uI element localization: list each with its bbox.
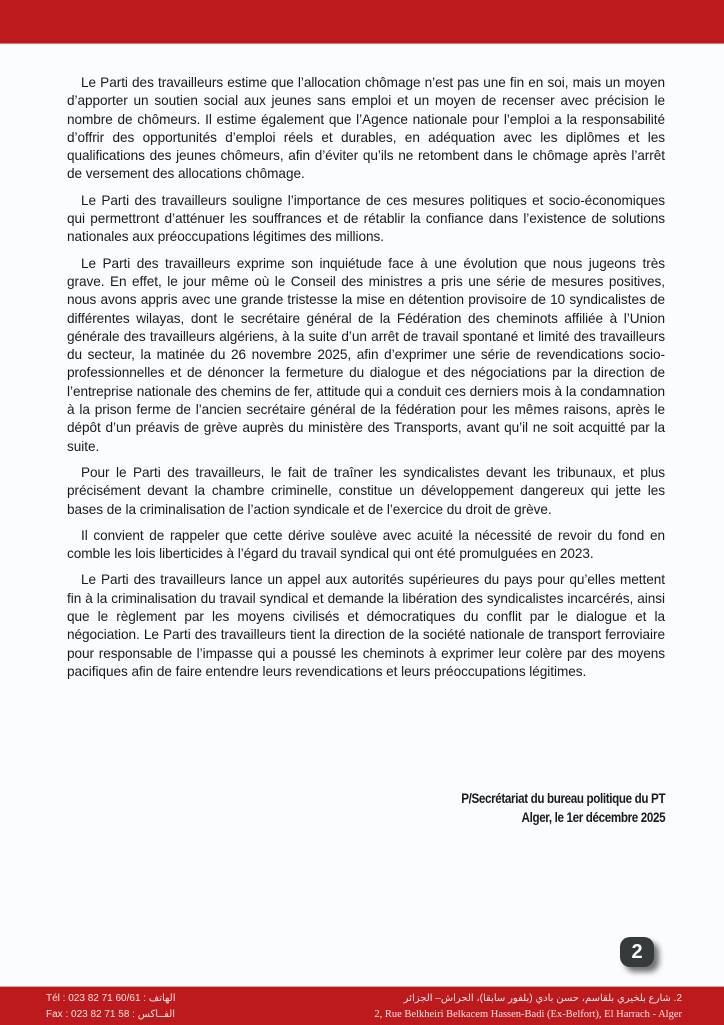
footer-phone	[46, 991, 175, 1007]
paragraph-4: Pour le Parti des travailleurs, le fait de traîner les syndicalistes devant les tribunaux, et plus précisément devant la chambre criminelle, constitue un développement dangereux qui jette les bases de la criminalisation de l’action syndicale et de l’exercice du droit de grève.	[67, 464, 665, 517]
signature-title: P/Secrétariat du bureau politique du PT	[461, 791, 665, 806]
footer-contact	[46, 991, 175, 1023]
fax-text: Fax : 023 82 71 58 :	[46, 1009, 138, 1020]
page-number-badge	[620, 937, 654, 967]
footer-address	[374, 991, 682, 1023]
page-number: 2	[631, 940, 643, 963]
paragraph-1: Le Parti des travailleurs estime que l’allocation chômage n’est pas une fin en soi, mais un moyen d’apporter un soutien social aux jeunes sans emploi et un moyen de recenser avec précision le nombre de chômeurs. Il estime également que l’Agence nationale pour l’emploi a la responsabilité d’offrir des opportunités d’emploi réels et durables, en adéquation avec les diplômes et les qualifications des jeunes chômeurs, afin d’éviter qu’ils ne retombent dans le chômage après l’arrêt de versement des allocations chômage.	[67, 75, 665, 182]
signature-date: Alger, le 1er décembre 2025	[521, 810, 665, 825]
phone-text: Tél : 023 82 71 60/61 :	[46, 993, 149, 1004]
footer-fax	[46, 1007, 175, 1023]
paragraph-2: Le Parti des travailleurs souligne l’importance de ces mesures politiques et socio-économiques qui permettront d’atténuer les souffrances et de rétablir la confiance dans l’existence de solutions nationales aux préoccupations légitimes des millions.	[67, 192, 665, 245]
footer-bar	[0, 986, 724, 1025]
fax-label-ar: الفــاكس	[137, 1009, 176, 1020]
address-french: 2, Rue Belkheiri Belkacem Hassen-Badi (Ex-Belfort), El Harrach - Alger	[374, 1009, 682, 1020]
phone-label-ar: الهاتف	[148, 993, 176, 1004]
paragraph-3: Le Parti des travailleurs exprime son inquiétude face à une évolution que nous jugeons très grave. En effet, le jour même où le Conseil des ministres a pris une série de mesures positives, nous avons appris avec une grande tristesse la mise en détention provisoire de 10 syndicalistes de différentes wilayas, dont le secrétaire général de la Fédération des cheminots affiliée à l’Union générale des travailleurs algériens, à la suite d’un arrêt de travail spontané et limité des travailleurs du secteur, la matinée du 26 novembre 2025, afin d’exprimer une série de revendications socio-professionnelles et de dénoncer la fermeture du dialogue et des négociations par la direction de l’entreprise nationale des chemins de fer, attitude qui a conduit ces derniers mois à la condamnation à la prison ferme de l’ancien secrétaire général de la fédération pour les mêmes raisons, après le dépôt d’un préavis de grève auprès du ministère des Transports, avant qu’il ne soit acquitté par la suite.	[67, 255, 665, 454]
document-body	[67, 74, 665, 689]
signature-block	[461, 789, 665, 827]
paragraph-6: Le Parti des travailleurs lance un appel aux autorités supérieures du pays pour qu’elles mettent fin à la criminalisation du travail syndical et demande la libération des syndicalistes incarcérés, ainsi que le règlement par les moyens civilisés et démocratiques du conflit par le dialogue et la négociation. Le Parti des travailleurs tient la direction de la société nationale de transport ferroviaire pour responsable de l’impasse qui a poussé les cheminots à exprimer leur colère par des moyens pacifiques afin de faire entendre leurs revendications et leurs préoccupations légitimes.	[67, 572, 665, 679]
header-bar	[0, 0, 724, 44]
paragraph-5: Il convient de rappeler que cette dérive soulève avec acuité la nécessité de revoir du fond en comble les lois liberticides à l’égard du travail syndical qui ont été promulguées en 2023.	[67, 527, 665, 562]
address-arabic: 2. شارع بلخيري بلقاسم، حسن بادي (بلفور سابقا)، الحراش– الجزائر	[403, 993, 682, 1004]
